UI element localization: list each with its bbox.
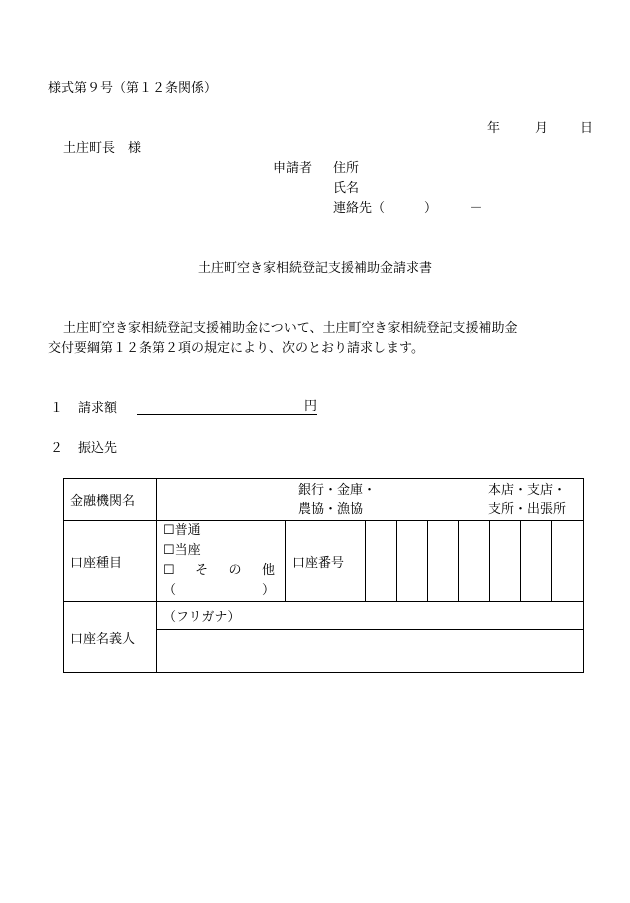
applicant-name-label: 氏名 [333,181,360,196]
account-type-row [64,521,584,602]
document-title: 土庄町空き家相続登記支援補助金請求書 [197,261,432,276]
applicant-address-label: 住所 [333,161,360,176]
amount-field[interactable] [137,400,317,415]
other-paren-field[interactable]: （ ） [163,583,275,598]
item1-number: １ [50,401,64,416]
date-year-label: 年 [487,121,501,136]
body-line-1: 土庄町空き家相続登記支援補助金について、土庄町空き家相続登記支援補助金 [63,321,518,336]
furigana-field[interactable] [157,602,584,630]
holder-label: 口座名義人 [64,602,157,673]
applicant-label: 申請者 [273,161,313,176]
institution-label: 金融機関名 [64,479,157,521]
yen-unit: 円 [303,399,317,414]
institution-field[interactable] [157,479,584,521]
date-month-label: 月 [535,121,549,136]
bank-types-line2: 農協・漁協 [298,502,364,517]
branch-types-line2: 支所・出張所 [488,502,567,517]
checkbox-other[interactable]: ☐ そ の 他 [163,563,275,578]
account-digit-3[interactable] [428,521,459,602]
checkbox-ordinary[interactable]: ☐普通 [163,523,201,538]
account-digit-2[interactable] [397,521,428,602]
bank-transfer-table [63,478,584,673]
checkbox-current[interactable]: ☐当座 [163,543,201,558]
furigana-row [64,602,584,630]
furigana-label: （フリガナ） [163,610,241,625]
account-number-label: 口座番号 [286,521,366,602]
body-line-2: 交付要綱第１２条第２項の規定により、次のとおり請求します。 [48,341,424,356]
applicant-contact-label: 連絡先（ ） － [333,201,483,216]
form-number: 様式第９号（第１２条関係） [48,81,218,96]
branch-types-line1: 本店・支店・ [488,483,567,498]
account-type-label: 口座種目 [64,521,157,602]
account-digit-7[interactable] [552,521,584,602]
account-digit-4[interactable] [459,521,490,602]
item1-label: 請求額 [78,401,118,416]
bank-types-line1: 銀行・金庫・ [298,483,377,498]
holder-name-field[interactable] [157,630,584,673]
item2-label: 振込先 [78,441,118,456]
addressee: 土庄町長 様 [63,141,142,156]
account-digit-6[interactable] [521,521,552,602]
item2-number: ２ [50,441,64,456]
institution-row [64,479,584,521]
account-digit-5[interactable] [490,521,521,602]
account-type-options [157,521,286,602]
date-day-label: 日 [580,121,594,136]
account-digit-1[interactable] [366,521,397,602]
